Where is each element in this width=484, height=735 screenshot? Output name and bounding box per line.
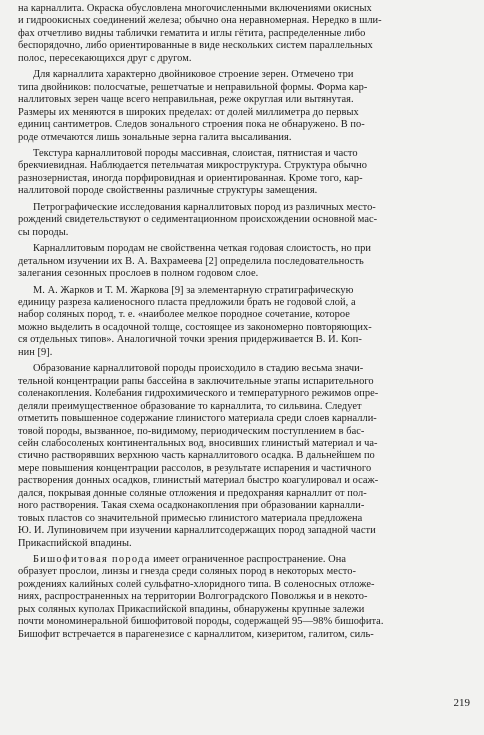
text-line	[18, 554, 470, 566]
text-line: сы породы.	[18, 226, 69, 238]
text-line: рых соляных куполах Прикаспийской впадины, обнаружены крупные залежи	[18, 603, 365, 615]
text-line: Текстура карналлитовой породы массивная, слоистая, пятнистая и часто	[33, 147, 358, 159]
text-line: отметить повышенное содержание глинистого материала среди слоев карналли-	[18, 413, 377, 425]
paragraph-2	[18, 69, 470, 144]
text-line: беспорядочно, либо ориентированные в виде нескольких систем параллельных	[18, 40, 373, 52]
text-line: фах отчетливо видны таблички гематита и иглы гётита, распределенные либо	[18, 27, 366, 39]
text-line: ся отдельных типов». Аналогичной точки зрения придерживается В. И. Коп-	[18, 334, 362, 346]
text-line: ниях, распространенных на территории Волгоградского Поволжья и в некото-	[18, 591, 368, 603]
text-line: Образование карналлитовой породы происходило в стадию весьма значи-	[33, 363, 364, 375]
text-line: наллитовой породе свойственны различные структуры замещения.	[18, 185, 318, 197]
text-line: типа двойников: полосчатые, решетчатые и неправильной формы. Форма кар-	[18, 81, 368, 93]
text-line: залегания сезонных прослоев в полном годовом слое.	[18, 268, 259, 280]
paragraph-5	[18, 243, 470, 280]
text-line: набор соляных пород, т. е. «наиболее мелкое породное сочетание, которое	[18, 309, 350, 321]
paragraph-6	[18, 285, 470, 360]
text-line: и гидроокисных соединений железа; обычно она неравномерная. Нередко в шли-	[18, 15, 382, 27]
text-line: Размеры их меняются в широких пределах: от долей миллиметра до первых	[18, 106, 359, 118]
text-line: брекчиевидная. Наблюдается петельчатая микроструктура. Структура обычно	[18, 160, 367, 172]
text-line: образует прослои, линзы и гнезда среди соляных пород в некоторых место-	[18, 566, 356, 578]
paragraph-3	[18, 148, 470, 198]
text-line: дался, покрывая донные соляные отложения и предохраняя карналлит от пол-	[18, 487, 367, 499]
text-line: ного растворения. Такая схема осадконакопления при образовании карналли-	[18, 500, 365, 512]
page-number: 219	[453, 697, 470, 709]
text-line: деляли преимущественное образование то карналлита, то сильвина. Следует	[18, 400, 362, 412]
text-column	[18, 3, 470, 645]
text-line: Петрографические исследования карналлитовых пород из различных место-	[33, 201, 376, 213]
text-line: сейн слабосоленых континентальных вод, вносивших глинистый материал и ча-	[18, 437, 378, 449]
section-lead-term: Бишофитовая порода	[33, 554, 151, 566]
text-line: можно выделить в осадочной толще, состоящее из закономерно повторяющих-	[18, 321, 372, 333]
text-line: единицу разреза калиеносного пласта предложили брать не годовой слой, а	[18, 296, 356, 308]
paragraph-4	[18, 202, 470, 239]
text-line: растворения донных осадков, глинистый материал быстро коагулировал и осаж-	[18, 475, 379, 487]
paragraph-8	[18, 554, 470, 641]
text-line: почти мономинеральной бишофитовой породы, содержащей 95—98% бишофита.	[18, 616, 384, 628]
text-line: Карналлитовым породам не свойственна четкая годовая слоистость, но при	[33, 243, 371, 255]
text-line: Бишофит встречается в парагенезисе с карналлитом, кизеритом, галитом, силь-	[18, 628, 374, 640]
text-line: соленакопления. Колебания гидрохимического и температурного режимов опре-	[18, 388, 379, 400]
text-line: товых пластов со значительной примесью глинистого материала предложена	[18, 512, 363, 524]
text-line: М. А. Жарков и Т. М. Жаркова [9] за элементарную стратиграфическую	[33, 284, 354, 296]
text-line: детальном изучении их В. А. Вахрамеева [2] определила последовательность	[18, 255, 364, 267]
text-line: мере повышения концентрации рассолов, в результате испарения и частичного	[18, 462, 372, 474]
text-line: единиц сантиметров. Следов зонального строения пока не обнаружено. В по-	[18, 119, 365, 131]
text-line-rest: имеет ограниченное распространение. Она	[150, 554, 346, 566]
text-line: рождений свидетельствуют о седиментационном происхождении основной мас-	[18, 214, 378, 226]
paragraph-7	[18, 363, 470, 550]
text-line: полос, пересекающихся друг с другом.	[18, 52, 192, 64]
text-line: тельной концентрации рапы бассейна в заключительные этапы испарительного	[18, 375, 374, 387]
text-line: товой породы, вызванное, по-видимому, периодическим поступлением в бас-	[18, 425, 365, 437]
text-line: Для карналлита характерно двойниковое строение зерен. Отмечено три	[33, 69, 354, 81]
paragraph-1	[18, 3, 470, 65]
text-line: Прикаспийской впадины.	[18, 537, 132, 549]
text-line: рождениях калийных солей сульфатно-хлоридного типа. В соленосных отложе-	[18, 578, 375, 590]
text-line: стично растворявших верхнюю часть карналлитового осадка. В дальнейшем по	[18, 450, 375, 462]
text-line: нин [9].	[18, 346, 53, 358]
text-line: на карналлита. Окраска обусловлена многочисленными включениями окисных	[18, 3, 372, 14]
text-line: наллитовых зерен чаще всего неправильная, реже округлая или вытянутая.	[18, 94, 354, 106]
text-line: Ю. И. Лупиновичем при изучении карналлитсодержащих пород западной части	[18, 525, 376, 537]
text-line: роде отмечаются лишь зональные зерна галита высаливания.	[18, 131, 292, 143]
text-line: разнозернистая, иногда порфировидная и ориентированная. Кроме того, кар-	[18, 172, 363, 184]
